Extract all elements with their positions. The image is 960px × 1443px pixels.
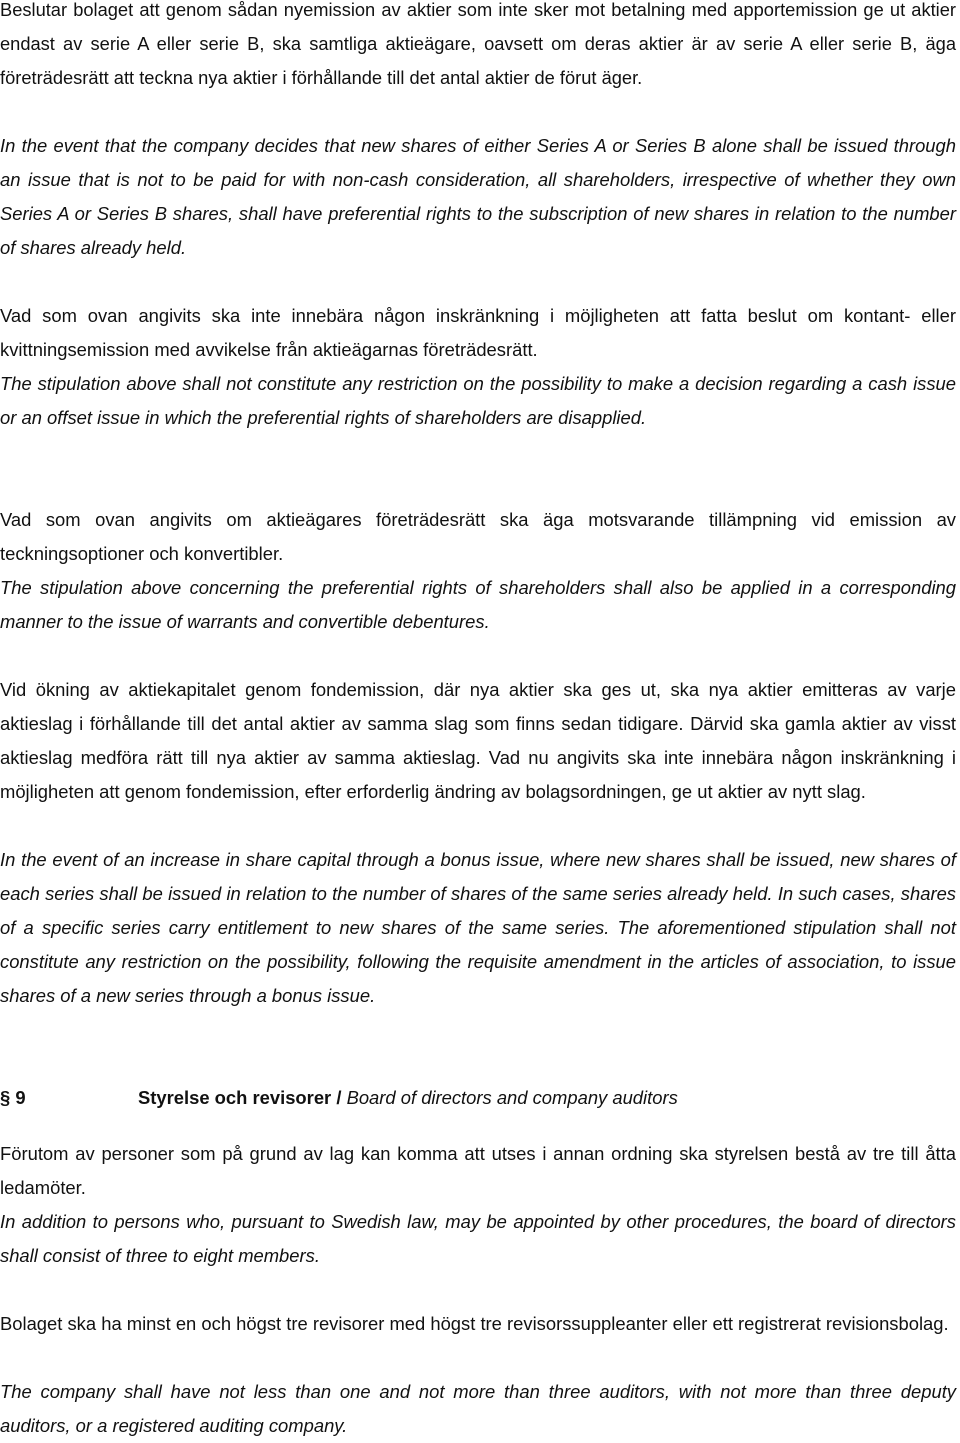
paragraph-en-board: In addition to persons who, pursuant to Swedish law, may be appointed by other procedures, the board of directors shall consist of three to eight members. [0, 1211, 956, 1266]
paragraph-en-preferential-rights: In the event that the company decides that new shares of either Series A or Series B alone shall be issued through an issue that is not to be paid for with non-cash consideration, all shareholders, irrespective of whether they own Series A or Series B shares, shall have preferential rights to the subscription of new shares in relation to the number of shares already held. [0, 135, 956, 258]
section-title [138, 1081, 678, 1115]
paragraph-sv-restriction: Vad som ovan angivits ska inte innebära någon inskränkning i möjligheten att fatta beslut om kontant- eller kvittningsemission med avvikelse från aktieägarnas företrädesrätt. [0, 305, 956, 360]
paragraph-en-auditors: The company shall have not less than one and not more than three auditors, with not more than three deputy auditors, or a registered auditing company. [0, 1381, 956, 1436]
section-heading [0, 1081, 956, 1115]
paragraph-sv-auditors: Bolaget ska ha minst en och högst tre revisorer med högst tre revisorssuppleanter eller ett registrerat revisionsbolag. [0, 1313, 949, 1334]
paragraph-sv-warrants: Vad som ovan angivits om aktieägares företrädesrätt ska äga motsvarande tillämpning vid emission av teckningsoptioner och konvertibler. [0, 509, 956, 564]
section-title-separator: / [331, 1087, 347, 1108]
paragraph-en-warrants: The stipulation above concerning the preferential rights of shareholders shall also be applied in a corresponding manner to the issue of warrants and convertible debentures. [0, 577, 956, 632]
section-title-sv: Styrelse och revisorer [138, 1087, 332, 1108]
paragraph-sv-board: Förutom av personer som på grund av lag kan komma att utses i annan ordning ska styrelsen bestå av tre till åtta ledamöter. [0, 1143, 956, 1198]
paragraph-sv-bonus-issue: Vid ökning av aktiekapitalet genom fondemission, där nya aktier ska ges ut, ska nya aktier emitteras av varje aktieslag i förhållande till det antal aktier av samma slag som finns sedan tidigare. Därvid ska gamla aktier av visst aktieslag medföra rätt till nya aktier av samma aktieslag. Vad nu angivits ska inte innebära någon inskränkning i möjligheten att genom fondemission, efter erforderlig ändring av bolagsordningen, ge ut aktier av nytt slag. [0, 679, 956, 802]
paragraph-en-restriction: The stipulation above shall not constitute any restriction on the possibility to make a decision regarding a cash issue or an offset issue in which the preferential rights of shareholders are disapplied. [0, 373, 956, 428]
section-number: § 9 [0, 1087, 26, 1108]
paragraph-sv-preferential-rights: Beslutar bolaget att genom sådan nyemission av aktier som inte sker mot betalning med apportemission ge ut aktier endast av serie A eller serie B, ska samtliga aktieägare, oavsett om deras aktier är av serie A eller serie B, äga företrädesrätt att teckna nya aktier i förhållande till det antal aktier de förut äger. [0, 0, 956, 88]
section-title-en: Board of directors and company auditors [346, 1087, 678, 1108]
paragraph-en-bonus-issue: In the event of an increase in share capital through a bonus issue, where new shares shall be issued, new shares of each series shall be issued in relation to the number of shares of the same series already held. In such cases, shares of a specific series carry entitlement to new shares of the same series. The aforementioned stipulation shall not constitute any restriction on the possibility, following the requisite amendment in the articles of association, to issue shares of a new series through a bonus issue. [0, 849, 956, 1006]
